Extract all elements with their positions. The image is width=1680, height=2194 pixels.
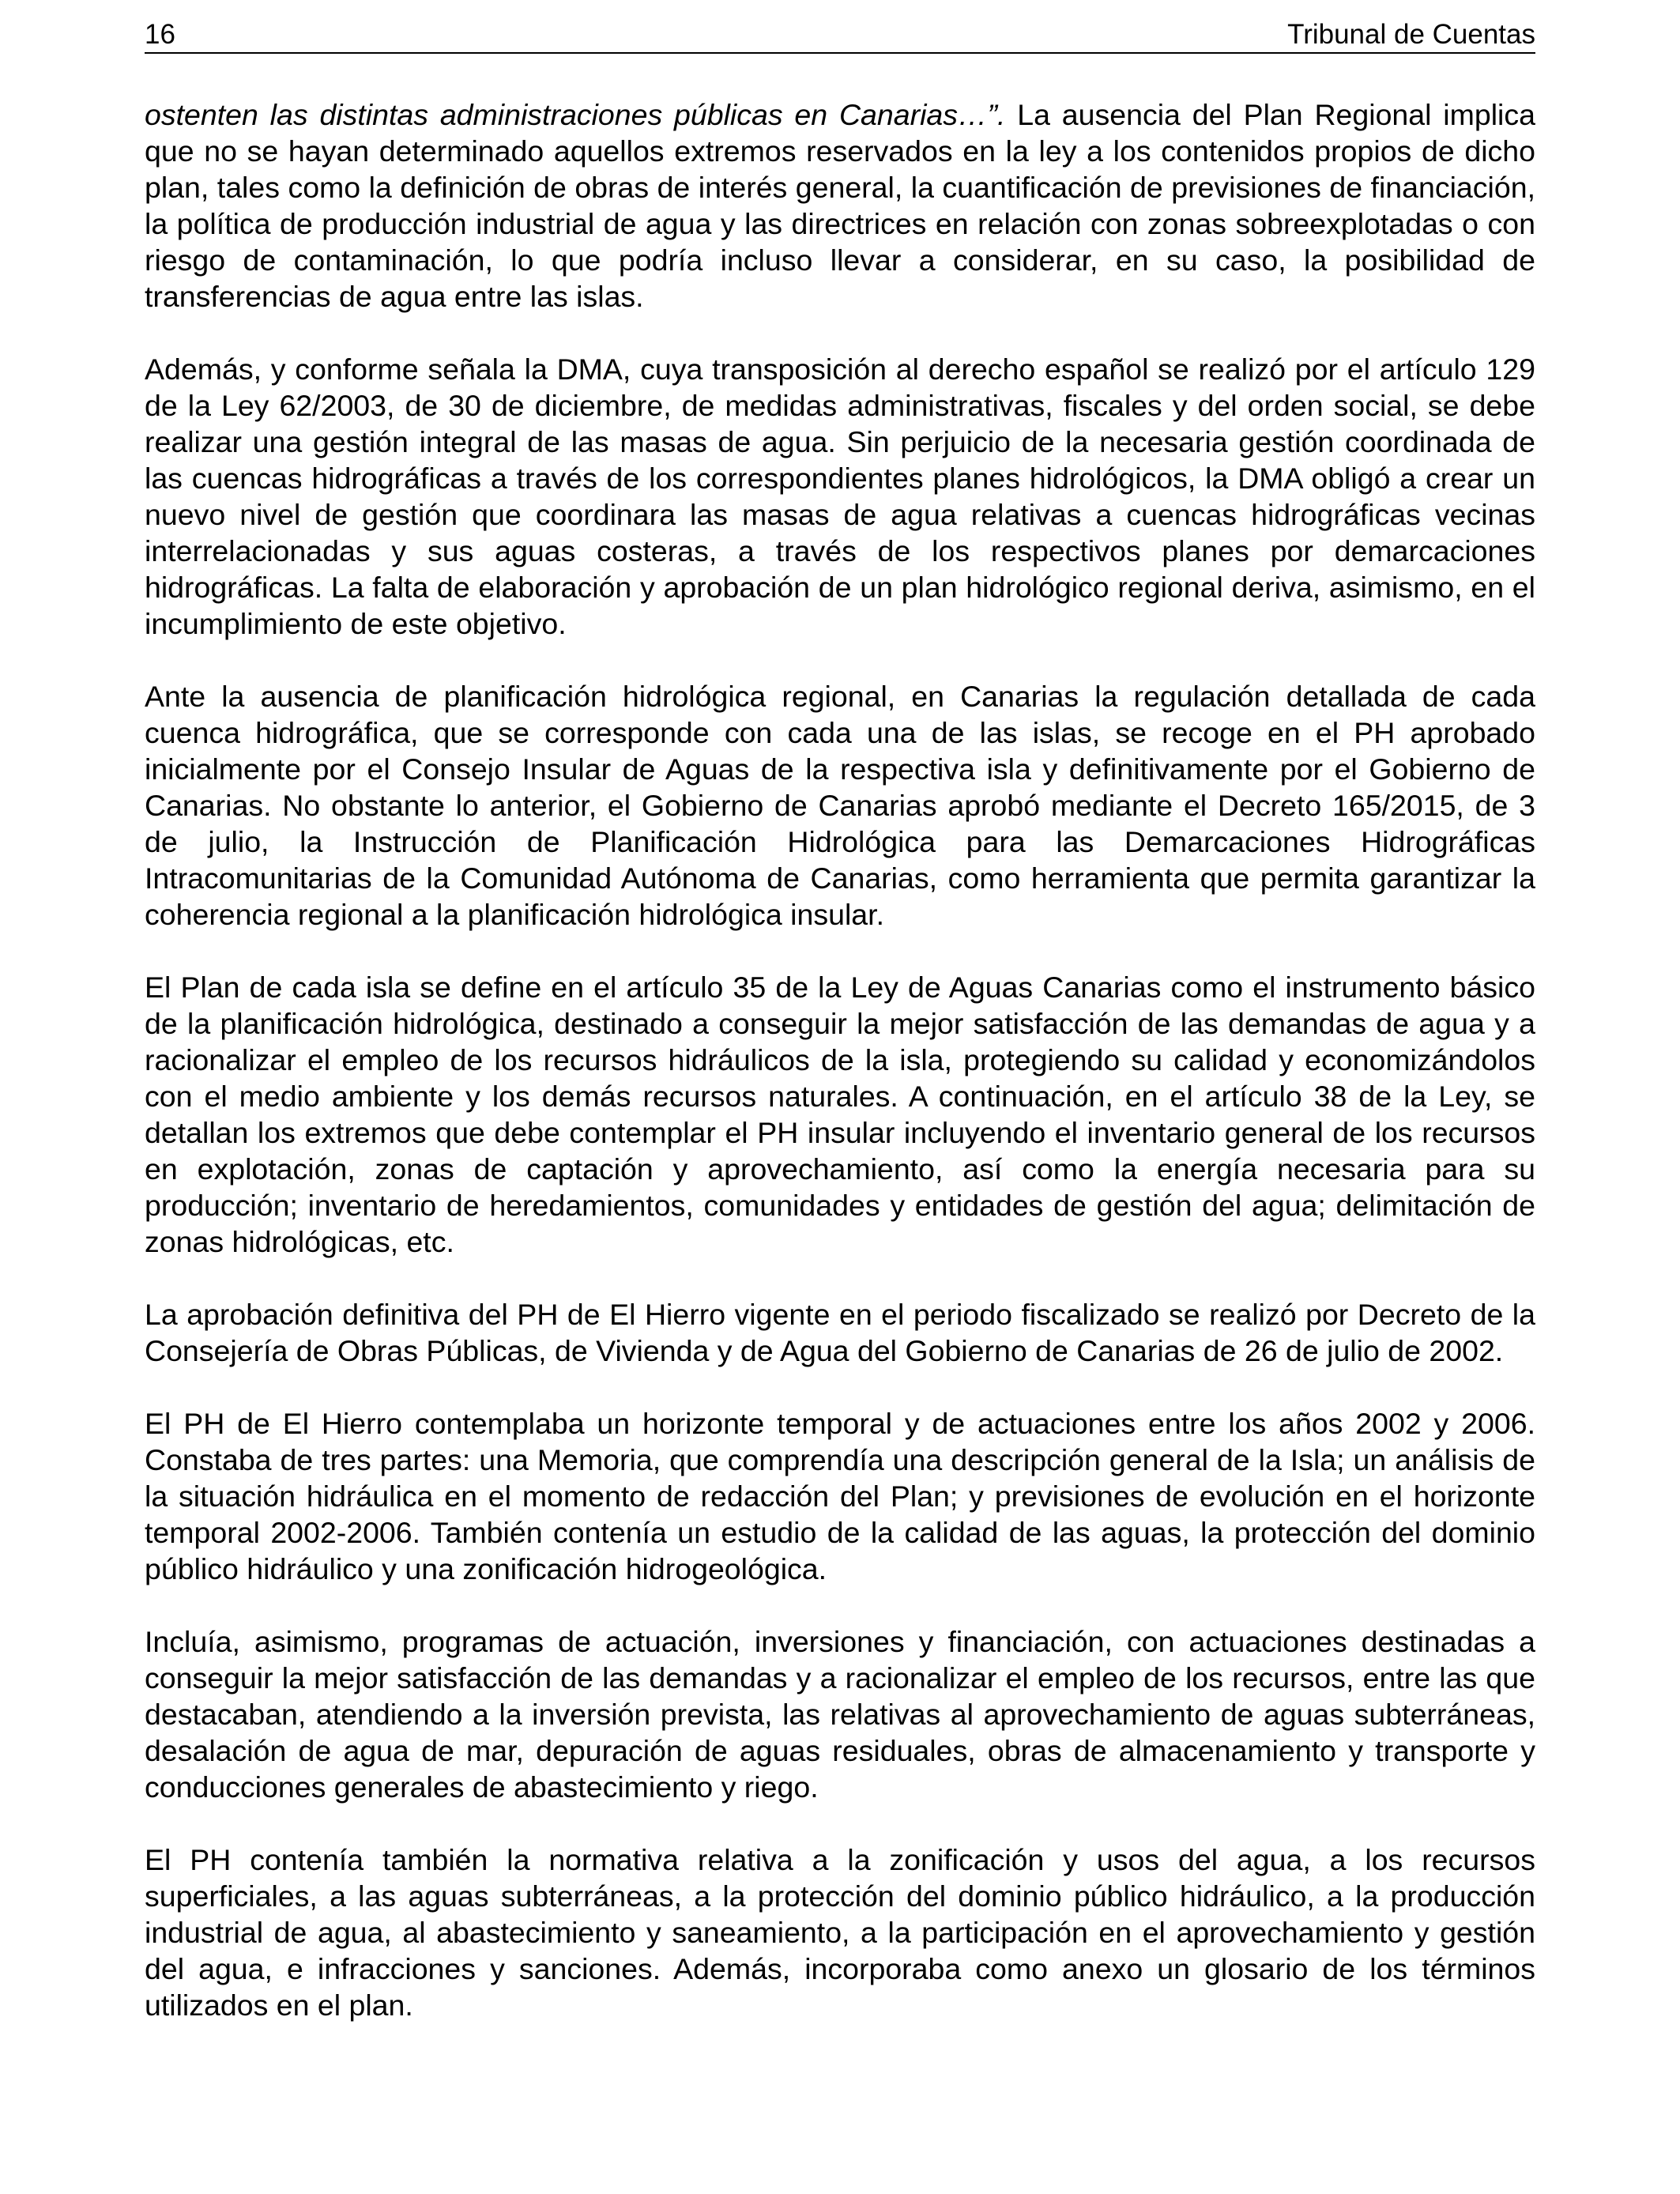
paragraph-8: El PH contenía también la normativa relativa a la zonificación y usos del agua, a los recursos superficiales, a las aguas subterráneas, a la protección del dominio público hidráulico, a la producción industrial de agua, al abastecimiento y saneamiento, a la participación en el aprovechamiento y gestión del agua, e infracciones y sanciones. Además, incorporaba como anexo un glosario de los términos utilizados en el plan. <box>145 1843 1535 2022</box>
paragraph-1-quote: ostenten las distintas administraciones públicas en Canarias…”. <box>145 98 1006 131</box>
paragraph-6: El PH de El Hierro contemplaba un horizonte temporal y de actuaciones entre los años 2002 y 2006. Constaba de tres partes: una Memoria, que comprendía una descripción general de la Isla; un análisis de la situación hidráulica en el momento de redacción del Plan; y previsiones de evolución en el horizonte temporal 2002-2006. También contenía un estudio de la calidad de las aguas, la protección del dominio público hidráulico y una zonificación hidrogeológica. <box>145 1407 1535 1585</box>
paragraph-1-text: La ausencia del Plan Regional implica que no se hayan determinado aquellos extremos reservados en la ley a los contenidos propios de dicho plan, tales como la definición de obras de interés general, la cuantificación de previsiones de financiación, la política de producción industrial de agua y las directrices en relación con zonas sobreexplotadas o con riesgo de contaminación, lo que podría incluso llevar a considerar, en su caso, la posibilidad de transferencias de agua entre las islas. <box>145 98 1535 313</box>
running-title: Tribunal de Cuentas <box>1287 19 1535 50</box>
paragraph-7: Incluía, asimismo, programas de actuación, inversiones y financiación, con actuaciones destinadas a conseguir la mejor satisfacción de las demandas y a racionalizar el empleo de los recursos, entre las que destacaban, atendiendo a la inversión prevista, las relativas al aprovechamiento de aguas subterráneas, desalación de agua de mar, depuración de aguas residuales, obras de almacenamiento y transporte y conducciones generales de abastecimiento y riego. <box>145 1625 1535 1804</box>
page-number: 16 <box>145 19 175 50</box>
paragraph-2: Además, y conforme señala la DMA, cuya transposición al derecho español se realizó por el artículo 129 de la Ley 62/2003, de 30 de diciembre, de medidas administrativas, fiscales y del orden social, se debe realizar una gestión integral de las masas de agua. Sin perjuicio de la necesaria gestión coordinada de las cuencas hidrográficas a través de los correspondientes planes hidrológicos, la DMA obligó a crear un nuevo nivel de gestión que coordinara las masas de agua relativas a cuencas hidrográficas vecinas interrelacionadas y sus aguas costeras, a través de los respectivos planes por demarcaciones hidrográficas. La falta de elaboración y aprobación de un plan hidrológico regional deriva, asimismo, en el incumplimiento de este objetivo. <box>145 352 1535 640</box>
paragraph-4: El Plan de cada isla se define en el artículo 35 de la Ley de Aguas Canarias como el instrumento básico de la planificación hidrológica, destinado a conseguir la mejor satisfacción de las demandas de agua y a racionalizar el empleo de los recursos hidráulicos de la isla, protegiendo su calidad y economizándolos con el medio ambiente y los demás recursos naturales. A continuación, en el artículo 38 de la Ley, se detallan los extremos que debe contemplar el PH insular incluyendo el inventario general de los recursos en explotación, zonas de captación y aprovechamiento, así como la energía necesaria para su producción; inventario de heredamientos, comunidades y entidades de gestión del agua; delimitación de zonas hidrológicas, etc. <box>145 971 1535 1258</box>
paragraph-1 <box>145 96 1535 315</box>
page-header <box>145 17 1535 54</box>
paragraph-5: La aprobación definitiva del PH de El Hierro vigente en el periodo fiscalizado se realizó por Decreto de la Consejería de Obras Públicas, de Vivienda y de Agua del Gobierno de Canarias de 26 de julio de 2002. <box>145 1298 1535 1367</box>
document-body <box>145 96 1535 2060</box>
paragraph-3: Ante la ausencia de planificación hidrológica regional, en Canarias la regulación detallada de cada cuenca hidrográfica, que se corresponde con cada una de las islas, se recoge en el PH aprobado inicialmente por el Consejo Insular de Aguas de la respectiva isla y definitivamente por el Gobierno de Canarias. No obstante lo anterior, el Gobierno de Canarias aprobó mediante el Decreto 165/2015, de 3 de julio, la Instrucción de Planificación Hidrológica para las Demarcaciones Hidrográficas Intracomunitarias de la Comunidad Autónoma de Canarias, como herramienta que permita garantizar la coherencia regional a la planificación hidrológica insular. <box>145 680 1535 931</box>
